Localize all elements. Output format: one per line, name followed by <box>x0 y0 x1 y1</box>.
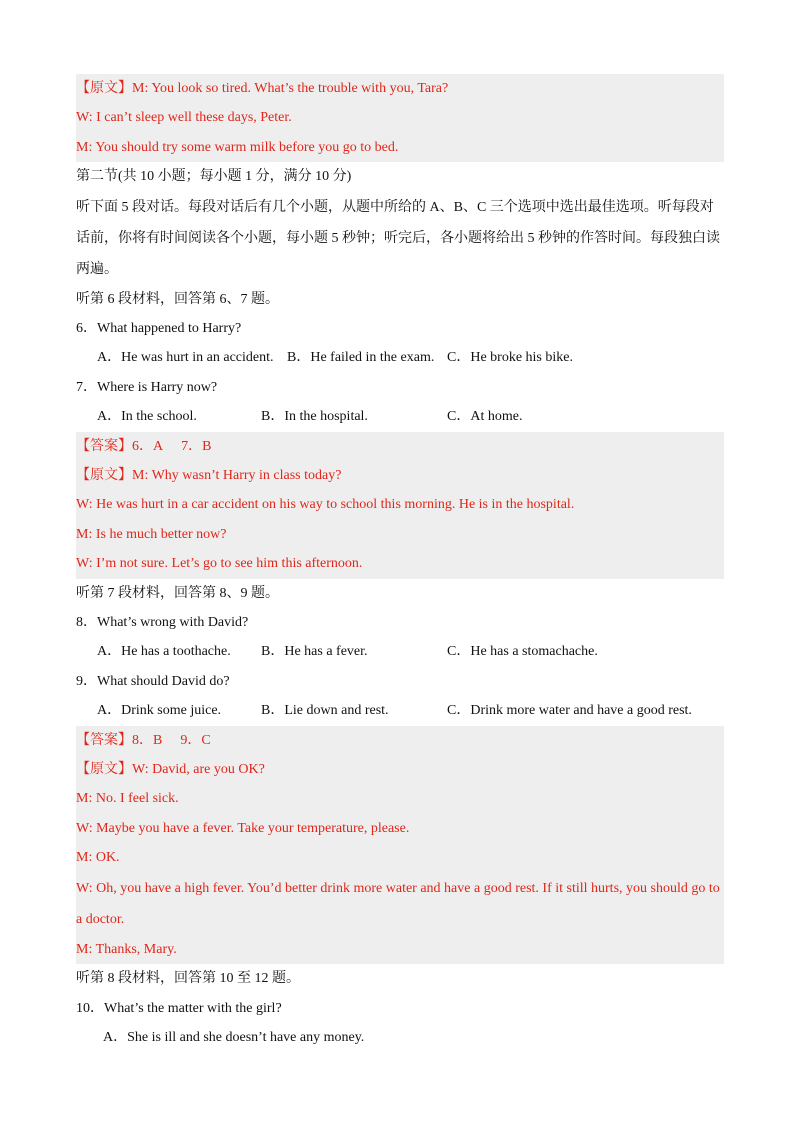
question-9: 9．What should David do? <box>76 673 230 689</box>
option-b: B．Lie down and rest. <box>261 703 389 719</box>
answer-8: 【答案】8．B <box>76 732 163 748</box>
page-content <box>76 74 724 1052</box>
material-8-intro: 听第 8 段材料，回答第 10 至 12 题。 <box>76 971 300 987</box>
question-7: 7．Where is Harry now? <box>76 379 218 395</box>
option-a: A．In the school. <box>97 409 197 425</box>
option-a: A．Drink some juice. <box>97 703 222 719</box>
answer-9: 9．C <box>180 732 211 748</box>
question-6: 6．What happened to Harry? <box>76 321 242 337</box>
answer-line <box>76 726 724 755</box>
option-c: C．Drink more water and have a good rest. <box>447 703 692 719</box>
option-c: C．He broke his bike. <box>447 350 573 366</box>
transcript-line: M: OK. <box>76 850 120 866</box>
transcript-line: 【原文】M: Why wasn’t Harry in class today? <box>76 468 342 484</box>
answer-block-6 <box>76 432 724 579</box>
option-b: B．He failed in the exam. <box>287 350 435 366</box>
transcript-line: W: Oh, you have a high fever. You’d better drink more water and have a good rest. If it still hurts, you should go to a doctor. <box>76 880 720 927</box>
section-heading: 第二节(共 10 小题；每小题 1 分，满分 10 分) <box>76 169 352 185</box>
transcript-block-5 <box>76 74 724 162</box>
question-6-options <box>76 343 724 372</box>
answer-line <box>76 432 724 461</box>
transcript-line: M: Is he much better now? <box>76 526 227 542</box>
option-c: C．At home. <box>447 409 523 425</box>
transcript-line: W: Maybe you have a fever. Take your temperature, please. <box>76 820 410 836</box>
question-9-options <box>76 696 724 725</box>
answer-block-7 <box>76 726 724 964</box>
question-10-options <box>76 1023 724 1052</box>
question-8: 8．What’s wrong with David? <box>76 615 249 631</box>
material-6-intro: 听第 6 段材料，回答第 6、7 题。 <box>76 291 279 307</box>
answer-6: 【答案】6．A <box>76 438 164 454</box>
transcript-line: 【原文】M: You look so tired. What’s the trouble with you, Tara? <box>76 81 449 96</box>
transcript-line: M: No. I feel sick. <box>76 791 179 807</box>
transcript-line: W: I can’t sleep well these days, Peter. <box>76 110 292 126</box>
answer-7: 7．B <box>181 438 212 454</box>
material-7-intro: 听第 7 段材料，回答第 8、9 题。 <box>76 585 279 601</box>
transcript-line: M: Thanks, Mary. <box>76 941 177 957</box>
question-8-options <box>76 637 724 666</box>
option-b: B．In the hospital. <box>261 409 368 425</box>
transcript-line: M: You should try some warm milk before you go to bed. <box>76 139 399 155</box>
transcript-line: W: He was hurt in a car accident on his way to school this morning. He is in the hospital. <box>76 497 575 513</box>
transcript-line: W: I’m not sure. Let’s go to see him this afternoon. <box>76 556 363 572</box>
option-a: A．She is ill and she doesn’t have any money. <box>103 1029 365 1045</box>
option-c: C．He has a stomachache. <box>447 644 598 660</box>
option-b: B．He has a fever. <box>261 644 368 660</box>
transcript-line: 【原文】W: David, are you OK? <box>76 762 265 778</box>
option-a: A．He was hurt in an accident. <box>97 350 274 366</box>
question-10: 10．What’s the matter with the girl? <box>76 1000 282 1016</box>
section-instructions: 听下面 5 段对话。每段对话后有几个小题，从题中所给的 A、B、C 三个选项中选出最佳选项。听每段对话前，你将有时间阅读各个小题，每小题 5 秒钟；听完后，各小题将给出 5 秒钟的作答时间。每段独白读两遍。 <box>76 199 720 277</box>
question-7-options <box>76 402 724 431</box>
option-a: A．He has a toothache. <box>97 644 231 660</box>
